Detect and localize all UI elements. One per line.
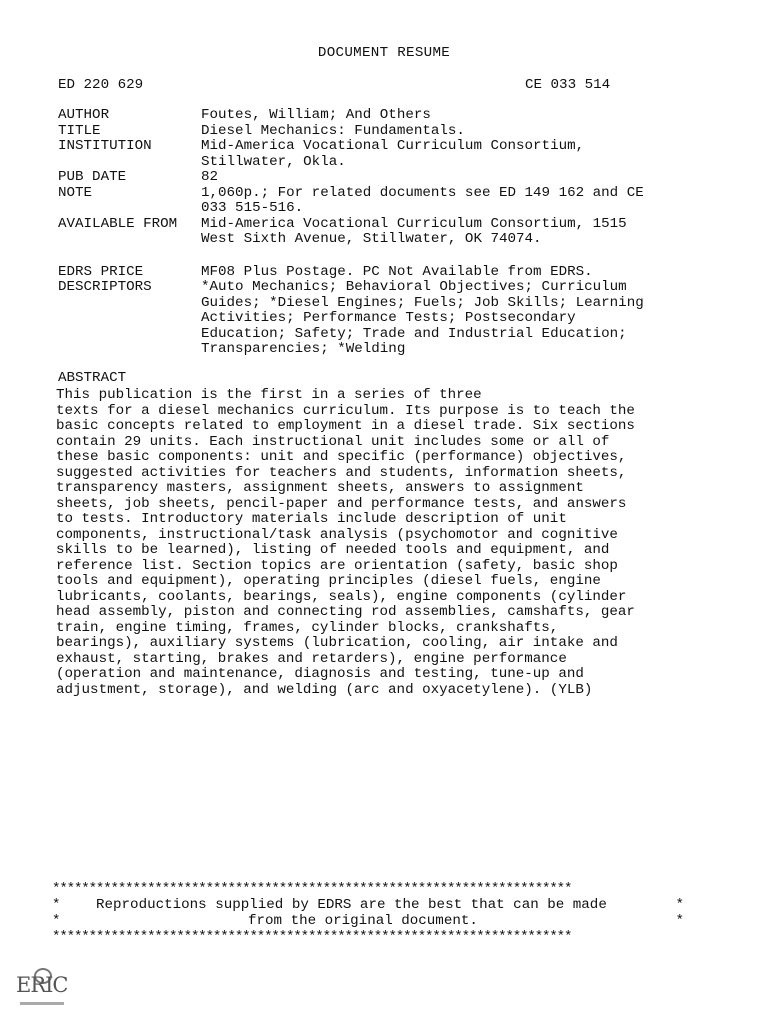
ed-number: ED 220 629 xyxy=(58,77,144,93)
field-value: Mid-America Vocational Curriculum Consortium, 1515 West Sixth Avenue, Stillwater, OK 74074. xyxy=(201,215,627,247)
field-value: Diesel Mechanics: Fundamentals. xyxy=(201,122,465,139)
field-value: 82 xyxy=(201,169,219,185)
field-note xyxy=(58,186,698,217)
field-available-from xyxy=(58,217,698,248)
field-value: Mid-America Vocational Curriculum Consortium, Stillwater, Okla. xyxy=(201,138,585,170)
eric-logo-text: ERIC xyxy=(16,973,68,997)
field-institution xyxy=(58,139,698,170)
field-label: INSTITUTION xyxy=(58,138,152,154)
field-label: DESCRIPTORS xyxy=(58,279,152,295)
field-label: AVAILABLE FROM xyxy=(58,215,178,232)
abstract-text: This publication is the first in a series of three texts for a diesel mechanics curriculum. Its purpose is to teach the basic concepts related to employment in a diesel trade. Six sections contain 29 units. Each instructional unit includes some or all of these basic components: unit and specific (performance) objectives, suggested activities for teachers and students, information sheets, transparency masters, assignment sheets, answers to assignment sheets, job sheets, pencil-paper and performance tests, and answers to tests. Introductory materials include description of unit components, instructional/task analysis (psychomotor and cognitive skills to be learned), listing of needed tools and equipment, and reference list. Section topics are orientation (safety, basic shop tools and equipment), operating principles (diesel fuels, engine lubricants, coolants, bearings, seals), engine components (cylinder head assembly, piston and connecting rod assemblies, camshafts, gear train, engine timing, frames, cylinder blocks, crankshafts, bearings), auxiliary systems (lubrication, cooling, air intake and exhaust, starting, brakes and retarders), engine performance (operation and maintenance, diagnosis and testing, tune-up and adjustment, storage), and welding (arc and oxyacetylene). (YLB) xyxy=(56,387,635,698)
star-border-left: * xyxy=(52,913,61,929)
field-value: MF08 Plus Postage. PC Not Available from EDRS. xyxy=(201,263,593,280)
ce-number: CE 033 514 xyxy=(525,77,611,93)
field-pub-date xyxy=(58,170,698,186)
field-label: NOTE xyxy=(58,184,93,201)
star-border-right: * xyxy=(675,897,684,913)
field-value: 1,060p.; For related documents see ED 149 162 and CE 033 515-516. xyxy=(201,184,644,216)
eric-logo-underline xyxy=(20,1002,64,1005)
eric-logo xyxy=(14,966,68,1008)
notice-line-1: Reproductions supplied by EDRS are the best that can be made xyxy=(96,897,607,913)
field-label: EDRS PRICE xyxy=(58,263,144,280)
abstract-heading: ABSTRACT xyxy=(58,370,127,386)
document-title: DOCUMENT RESUME xyxy=(317,45,451,61)
field-value: *Auto Mechanics; Behavioral Objectives; Curriculum Guides; *Diesel Engines; Fuels; Job Skills; Learning Activities; Performance Tests; Postsecondary Education; Safety; Trade and Industrial Education; Transparencies; *Welding xyxy=(201,279,644,357)
reproduction-notice xyxy=(52,898,692,930)
spacer xyxy=(58,248,698,265)
field-edrs-price xyxy=(58,265,698,281)
notice-line-2: from the original document. xyxy=(248,913,478,929)
field-author xyxy=(58,108,698,124)
field-descriptors xyxy=(58,280,698,358)
field-label: PUB DATE xyxy=(58,169,127,185)
field-label: TITLE xyxy=(58,122,101,139)
field-value: Foutes, William; And Others xyxy=(201,107,431,123)
field-label: AUTHOR xyxy=(58,107,110,123)
star-border-top: *********************************************************************** xyxy=(52,882,572,897)
star-border-bottom: *********************************************************************** xyxy=(52,930,572,945)
star-border-left: * xyxy=(52,897,61,913)
star-border-right: * xyxy=(675,913,684,929)
metadata-fields xyxy=(58,108,698,358)
field-title xyxy=(58,124,698,140)
